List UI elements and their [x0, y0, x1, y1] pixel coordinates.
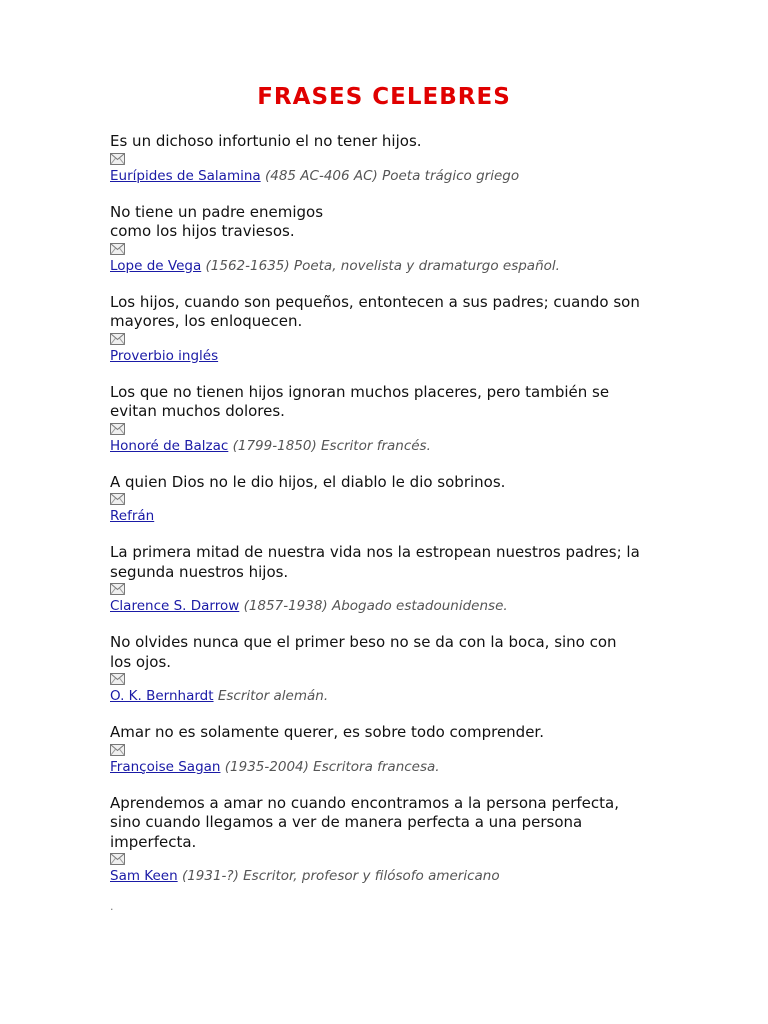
author-link[interactable]: Refrán	[110, 508, 155, 524]
author-link[interactable]: Proverbio inglés	[110, 347, 219, 364]
mail-envelope-icon[interactable]	[110, 153, 125, 165]
attribution	[110, 759, 670, 776]
quote-item	[110, 543, 670, 615]
attribution	[110, 868, 670, 885]
author-description: (1562-1635) Poeta, novelista y dramaturgo español.	[205, 257, 560, 274]
mail-envelope-icon[interactable]	[110, 423, 125, 435]
mail-envelope-icon[interactable]	[110, 583, 125, 595]
quote-text: No olvides nunca que el primer beso no se da con la boca, sino con los ojos.	[110, 633, 617, 671]
author-description: (1799-1850) Escritor francés.	[232, 437, 431, 454]
quote-text: Amar no es solamente querer, es sobre todo comprender.	[110, 723, 544, 741]
mail-envelope-icon[interactable]	[110, 333, 125, 345]
author-link[interactable]: Lope de Vega	[110, 257, 202, 274]
quote-item	[110, 794, 670, 886]
attribution	[110, 508, 670, 525]
attribution	[110, 258, 670, 275]
author-description: Escritor alemán.	[217, 688, 329, 704]
author-link[interactable]: Clarence S. Darrow	[110, 598, 240, 614]
page-title: FRASES CELEBRES	[257, 84, 511, 110]
trailing-mark: .	[110, 900, 114, 913]
attribution	[110, 438, 670, 455]
quote-text: A quien Dios no le dio hijos, el diablo le dio sobrinos.	[110, 472, 506, 491]
quote-text: Los que no tienen hijos ignoran muchos placeres, pero también se evitan muchos dolores.	[110, 382, 610, 420]
attribution	[110, 168, 670, 185]
author-description: (1857-1938) Abogado estadounidense.	[243, 598, 508, 614]
quote-item	[110, 633, 670, 705]
quote-item	[110, 383, 670, 455]
mail-envelope-icon[interactable]	[110, 744, 125, 756]
author-description: (485 AC-406 AC) Poeta trágico griego	[264, 167, 520, 184]
quote-item	[110, 203, 670, 275]
author-link[interactable]: Sam Keen	[110, 868, 178, 884]
author-description: (1935-2004) Escritora francesa.	[224, 758, 440, 775]
quote-item	[110, 132, 670, 185]
mail-envelope-icon[interactable]	[110, 243, 125, 255]
mail-envelope-icon[interactable]	[110, 493, 125, 505]
attribution	[110, 688, 670, 705]
quote-text: Los hijos, cuando son pequeños, entontecen a sus padres; cuando son mayores, los enloquecen.	[110, 292, 640, 330]
author-link[interactable]: Eurípides de Salamina	[110, 167, 261, 184]
quote-item	[110, 723, 670, 776]
mail-envelope-icon[interactable]	[110, 853, 125, 865]
author-description: (1931-?) Escritor, profesor y filósofo americano	[181, 868, 500, 884]
quote-text: No tiene un padre enemigos como los hijos traviesos.	[110, 202, 324, 240]
author-link[interactable]: Honoré de Balzac	[110, 437, 229, 454]
author-link[interactable]: O. K. Bernhardt	[110, 688, 214, 704]
quote-text: Aprendemos a amar no cuando encontramos a la persona perfecta, sino cuando llegamos a ver de manera perfecta a una persona imperfecta.	[110, 793, 619, 851]
quote-text: La primera mitad de nuestra vida nos la estropean nuestros padres; la segunda nuestros hijos.	[110, 543, 640, 581]
mail-envelope-icon[interactable]	[110, 673, 125, 685]
quote-item	[110, 473, 670, 526]
attribution	[110, 598, 670, 615]
quote-text: Es un dichoso infortunio el no tener hijos.	[110, 132, 422, 150]
attribution	[110, 348, 670, 365]
quote-list	[110, 132, 670, 903]
author-link[interactable]: Françoise Sagan	[110, 758, 221, 775]
quote-item	[110, 293, 670, 365]
